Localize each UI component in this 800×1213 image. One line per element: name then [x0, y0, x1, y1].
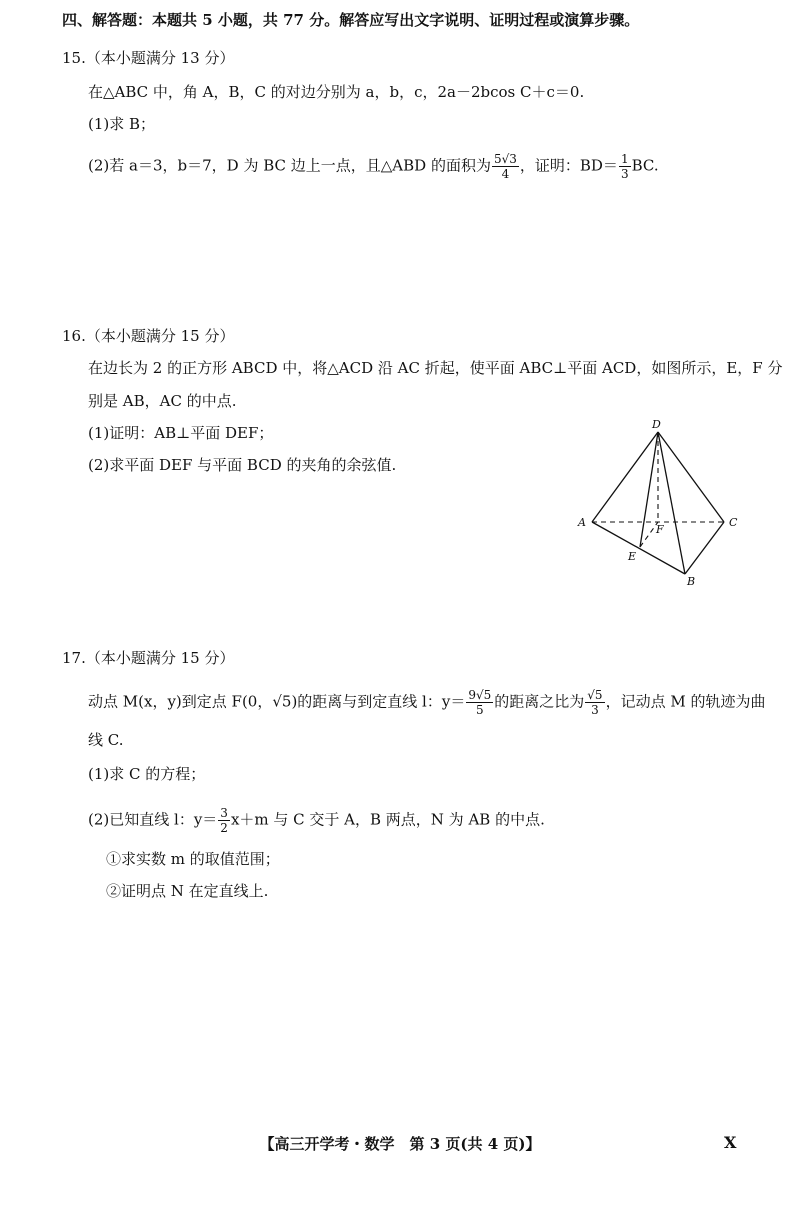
q15-part2 — [88, 152, 659, 181]
edge-cb — [685, 522, 724, 574]
q15-bd-numerator: 1 — [620, 152, 629, 166]
edge-ab — [592, 522, 685, 574]
label-b: B — [687, 575, 696, 588]
q17-sub1: ①求实数 m 的取值范围； — [106, 850, 280, 868]
q17-sub2: ②证明点 N 在定直线上. — [106, 882, 269, 900]
q15-area-numerator: 5√3 — [493, 152, 517, 166]
q15-part1: (1)求 B； — [88, 115, 156, 133]
q15-bd-denominator: 3 — [620, 167, 629, 181]
label-f: F — [656, 523, 664, 536]
q15-part2-mid: ，证明：BD＝ — [519, 156, 618, 175]
q17-slope-denominator: 2 — [220, 821, 228, 835]
edge-dc — [658, 432, 724, 522]
q17-part2-pre: (2)已知直线 l：y＝ — [88, 810, 218, 829]
q15-part2-post: BC. — [631, 156, 659, 175]
q15-area-fraction — [492, 152, 519, 181]
q15-stem: 在△ABC 中，角 A，B，C 的对边分别为 a，b，c，2a－2bcos C＋c＝0. — [88, 83, 585, 101]
edge-da — [592, 432, 658, 522]
q17-ratio-numerator: √5 — [587, 688, 603, 702]
q17-directrix-denominator: 5 — [475, 703, 484, 717]
label-d: D — [652, 418, 661, 431]
q15-bd-fraction — [619, 152, 631, 181]
page-footer: 【高三开学考・数学 第 3 页(共 4 页)】 — [259, 1135, 541, 1153]
q15-area-denominator: 4 — [501, 167, 510, 181]
q16-stem-line2: 别是 AB，AC 的中点. — [88, 392, 237, 410]
edge-db — [658, 432, 685, 574]
label-e: E — [628, 550, 637, 563]
q15-part2-pre: (2)若 a＝3，b＝7，D 为 BC 边上一点，且△ABD 的面积为 — [88, 156, 491, 175]
q16-stem-line1: 在边长为 2 的正方形 ABCD 中，将△ACD 沿 AC 折起，使平面 ABC⊥平面 ACD，如图所示，E，F 分 — [88, 359, 783, 377]
pyramid-figure — [570, 412, 750, 592]
corner-mark: X — [724, 1133, 737, 1152]
q17-part2-post: x＋m 与 C 交于 A，B 两点，N 为 AB 的中点. — [230, 810, 545, 829]
q17-slope-numerator: 3 — [220, 806, 228, 820]
q17-directrix-fraction — [466, 688, 493, 717]
q17-stem-c: ，记动点 M 的轨迹为曲 — [605, 692, 766, 711]
q17-stem-b: 的距离之比为 — [494, 692, 585, 711]
section-title: 四、解答题：本题共 5 小题，共 77 分。解答应写出文字说明、证明过程或演算步骤。 — [62, 11, 640, 29]
q17-ratio-fraction — [585, 688, 604, 717]
q17-heading: 17.（本小题满分 15 分） — [62, 649, 235, 667]
q17-stem-line2: 线 C. — [88, 731, 124, 749]
q17-directrix-numerator: 9√5 — [468, 688, 492, 702]
q17-slope-fraction — [218, 806, 230, 835]
q16-part1: (1)证明：AB⊥平面 DEF； — [88, 424, 274, 442]
q17-part2 — [88, 806, 545, 835]
q17-stem-line1 — [88, 688, 765, 717]
q17-ratio-denominator: 3 — [591, 703, 599, 717]
q16-part2: (2)求平面 DEF 与平面 BCD 的夹角的余弦值. — [88, 456, 397, 474]
q15-heading: 15.（本小题满分 13 分） — [62, 49, 235, 67]
q17-part1: (1)求 C 的方程； — [88, 765, 206, 783]
label-a: A — [578, 516, 586, 529]
q16-heading: 16.（本小题满分 15 分） — [62, 327, 235, 345]
label-c: C — [729, 516, 738, 529]
q17-stem-a: 动点 M(x，y)到定点 F(0，√5)的距离与到定直线 l：y＝ — [88, 692, 466, 711]
